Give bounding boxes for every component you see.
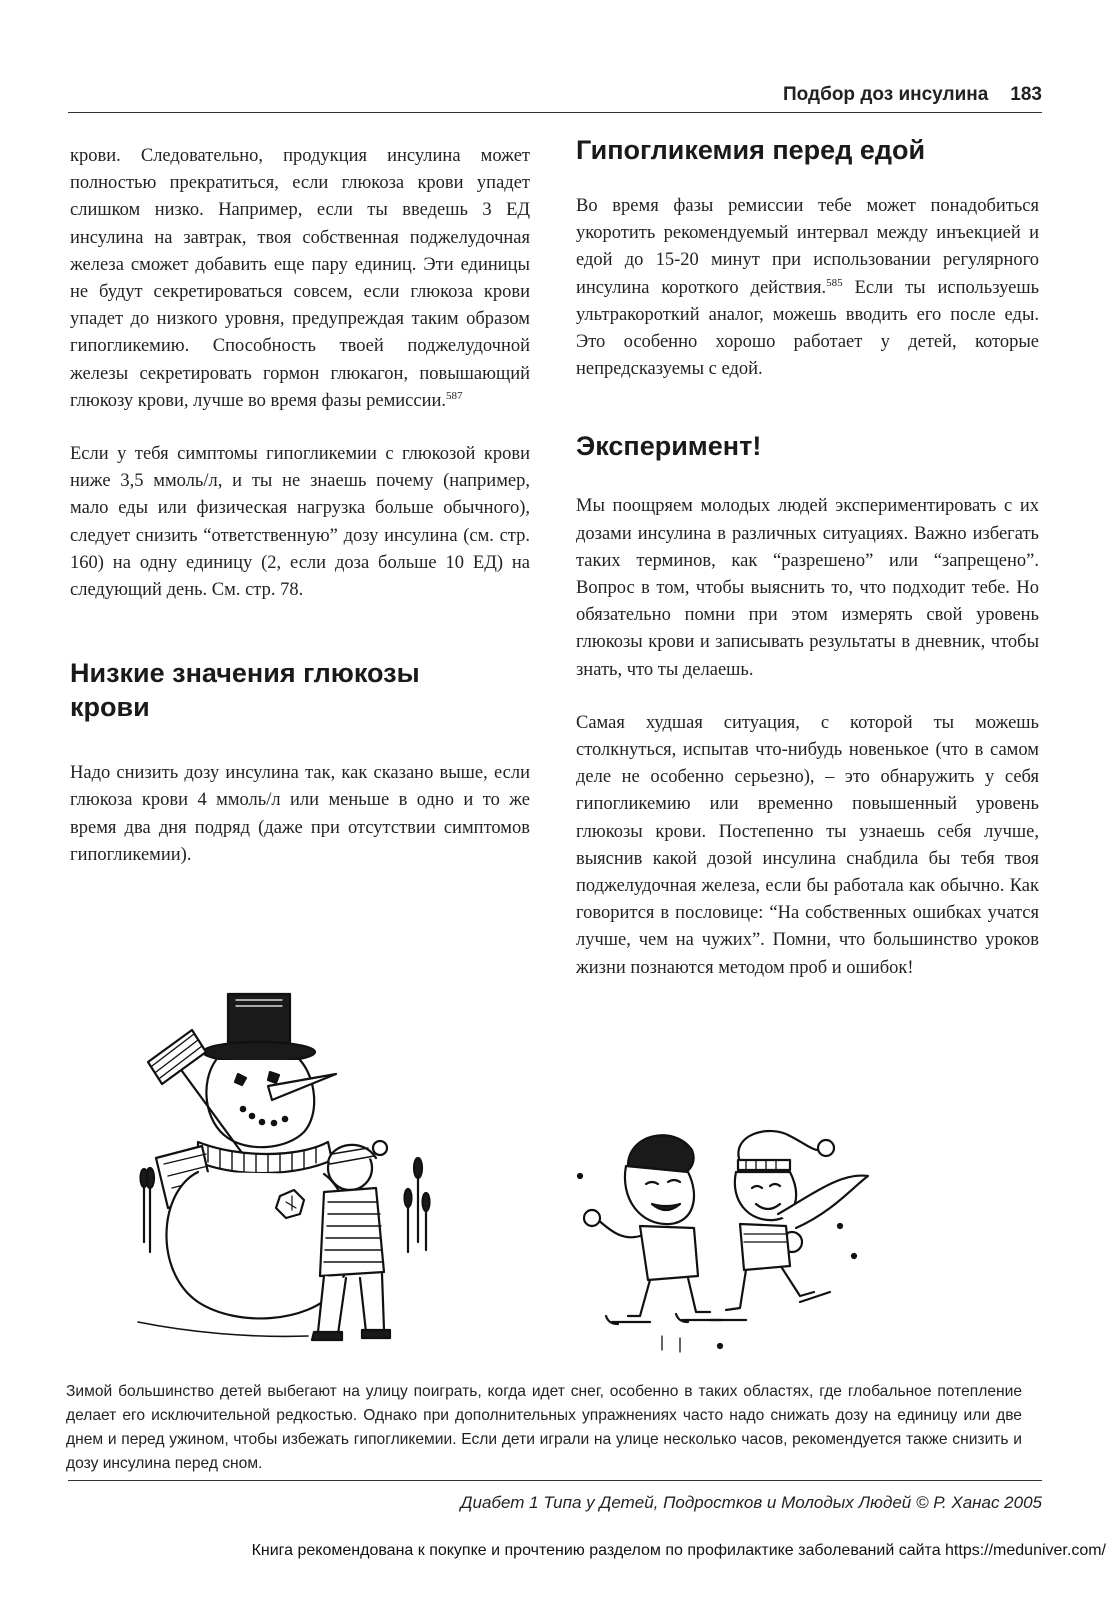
- footer-divider: [68, 1480, 1042, 1481]
- heading-experiment: Эксперимент!: [576, 431, 762, 462]
- right-paragraph-1: [576, 193, 1039, 383]
- right-paragraph-3: Самая худшая ситуация, с которой ты можешь столкнуться, испытав что-нибудь новенькое (что в самом деле не особенно серьезно), – это обнаружить у себя гипогликемию или временно повышенный уровень глюкозы крови. Постепенно ты узнаешь себя лучше, выяснив какой дозой инсулина снабдила бы тебя твоя поджелудочная железа, если бы работала как обычно. Как говорится в пословице: “На собственных ошибках учатся лучше, чем на чужих”. Помни, что большинство уроков жизни познаются методом проб и ошибок!: [576, 712, 1039, 978]
- right-paragraph-1-text-a: Во время фазы ремиссии тебе может понадобиться укоротить рекомендуемый интервал между инъекцией и едой до 15-20 минут при использовании регулярного инсулина короткого действия.: [576, 196, 1039, 298]
- left-paragraph-1: [70, 143, 530, 415]
- footnote-ref-587: 587: [446, 389, 463, 402]
- snowman-illustration: [128, 982, 438, 1362]
- chapter-title: Подбор доз инсулина: [783, 84, 989, 105]
- page-number: 183: [1010, 84, 1042, 105]
- left-column: [70, 143, 530, 869]
- right-column: [576, 133, 1039, 982]
- running-head-text: [783, 84, 1042, 106]
- footnote-ref-585: 585: [826, 276, 843, 289]
- left-paragraph-3: Надо снизить дозу инсулина так, как сказано выше, если глюкоза крови 4 ммоль/л или меньше в одно и то же время два дня подряд (даже при отсутствии симптомов гипогликемии).: [70, 763, 530, 865]
- skating-kids-illustration: [570, 1116, 870, 1360]
- left-paragraph-2: Если у тебя симптомы гипогликемии с глюкозой крови ниже 3,5 ммоль/л, и ты не знаешь почему (например, мало еды или физическая нагрузка больше обычного), следует снизить “ответственную” дозу инсулина (см. стр. 160) на одну единицу (2, если доза больше 10 ЕД) на следующий день. См. стр. 78.: [70, 444, 530, 601]
- right-paragraph-1-text-b: Если ты используешь ультракороткий аналог, можешь вводить его после еды. Это особенно хорошо работает у детей, которые непредсказуемы с едой.: [576, 277, 1040, 380]
- site-recommendation-note: Книга рекомендована к покупке и прочтению разделом по профилактике заболеваний сайта https://meduniver.com/: [251, 1542, 1106, 1559]
- running-head: [68, 82, 1042, 113]
- footer-citation: Диабет 1 Типа у Детей, Подростков и Молодых Людей © Р. Ханас 2005: [460, 1493, 1042, 1512]
- heading-low-glucose: Низкие значения глюкозы крови: [70, 658, 420, 723]
- heading-hypoglycemia-before-meal: Гипогликемия перед едой: [576, 135, 926, 165]
- right-paragraph-2: Мы поощряем молодых людей экспериментировать с их дозами инсулина в различных ситуациях. Важно избегать таких терминов, как “разрешено” или “запрещено”. Вопрос в том, чтобы выяснить то, что подходит тебе. Но обязательно помни при этом измерять свой уровень глюкозы крови и записывать результаты в дневник, чтобы знать, что ты делаешь.: [576, 496, 1039, 680]
- left-paragraph-1-text: крови. Следовательно, продукция инсулина может полностью прекратиться, если глюкоза крови упадет слишком низко. Например, если ты введешь 3 ЕД инсулина на завтрак, твоя собственная поджелудочная железа сможет добавить еще пару единиц. Эти единицы не будут секретироваться совсем, если глюкоза крови упадет до низкого уровня, предупреждая таким образом гипогликемию. Способность твоей поджелудочной железы секретировать гормон глюкагон, повышающий глюкозу крови, лучше во время фазы ремиссии.: [70, 146, 530, 411]
- figure-caption: Зимой большинство детей выбегают на улицу поиграть, когда идет снег, особенно в таких областях, где глобальное потепление делает его исключительной редкостью. Однако при дополнительных упражнениях часто надо снижать дозу на единицу или две днем и перед ужином, чтобы избежать гипогликемии. Если дети играли на улице несколько часов, рекомендуется также снизить и дозу инсулина перед сном.: [66, 1383, 1022, 1472]
